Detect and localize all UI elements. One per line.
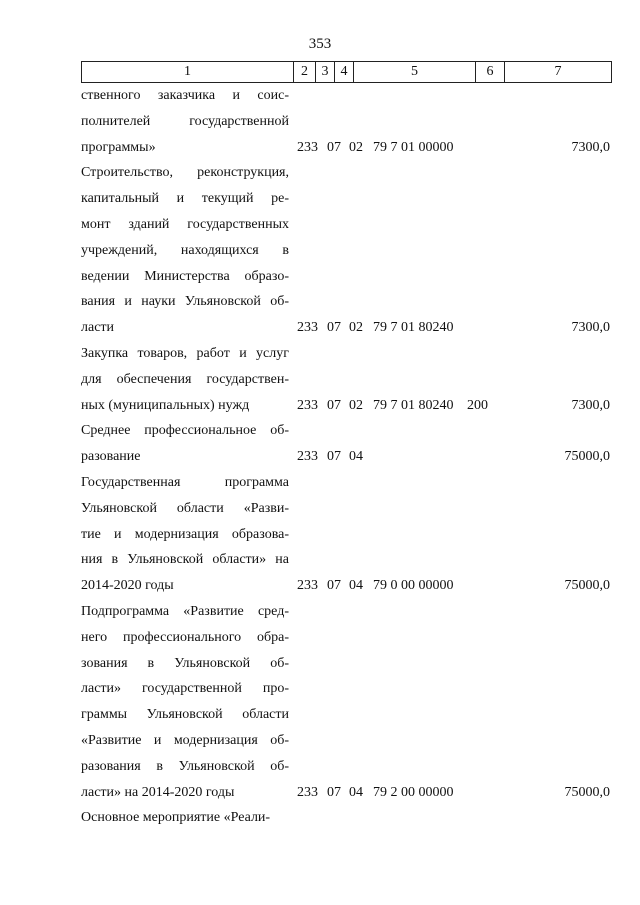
row-codes xyxy=(0,444,640,470)
table-row xyxy=(0,418,640,470)
admin-code: 233 xyxy=(297,784,318,800)
target-article-code: 79 0 00 00000 xyxy=(373,578,454,594)
description-line: «Развитие и модернизация об- xyxy=(81,732,289,748)
header-col-5: 5 xyxy=(354,62,476,82)
page-number: 353 xyxy=(308,36,332,52)
description-line: Подпрограмма «Развитие сред- xyxy=(81,603,289,619)
amount: 75000,0 xyxy=(564,578,610,594)
description-line: Основное мероприятие «Реали- xyxy=(81,810,271,826)
description-line: для обеспечения государствен- xyxy=(81,371,289,387)
section-code: 07 xyxy=(327,578,341,594)
description-line: ных (муниципальных) нужд xyxy=(81,397,250,413)
description-line: ласти» на 2014-2020 годы xyxy=(81,784,235,800)
table-header xyxy=(81,61,612,83)
section-code: 07 xyxy=(327,320,341,336)
admin-code: 233 xyxy=(297,397,318,413)
amount: 7300,0 xyxy=(571,397,610,413)
description-line: граммы Ульяновской области xyxy=(81,707,289,723)
admin-code: 233 xyxy=(297,139,318,155)
description-line: Ульяновской области «Разви- xyxy=(81,500,289,516)
subsection-code: 02 xyxy=(349,397,363,413)
target-article-code: 79 2 00 00000 xyxy=(373,784,454,800)
description-line: программы» xyxy=(81,139,156,155)
description-line: Среднее профессиональное об- xyxy=(81,423,289,439)
expense-type-code: 200 xyxy=(467,397,488,413)
row-codes xyxy=(0,315,640,341)
amount: 7300,0 xyxy=(571,139,610,155)
subsection-code: 04 xyxy=(349,784,363,800)
target-article-code: 79 7 01 00000 xyxy=(373,139,454,155)
row-codes xyxy=(0,805,640,831)
admin-code: 233 xyxy=(297,449,318,465)
row-description xyxy=(81,599,289,805)
subsection-code: 02 xyxy=(349,139,363,155)
description-line: капитальный и текущий ре- xyxy=(81,191,289,207)
amount: 7300,0 xyxy=(571,320,610,336)
row-codes xyxy=(0,135,640,161)
header-col-6: 6 xyxy=(476,62,505,82)
description-line: зования в Ульяновской об- xyxy=(81,655,289,671)
description-line: Государственная программа xyxy=(81,474,289,490)
row-description xyxy=(81,160,289,341)
description-line: ведении Министерства образо- xyxy=(81,268,289,284)
table-row xyxy=(0,83,640,160)
description-line: Строительство, реконструкция, xyxy=(81,165,289,181)
description-line: разование xyxy=(81,449,141,465)
section-code: 07 xyxy=(327,139,341,155)
subsection-code: 04 xyxy=(349,578,363,594)
section-code: 07 xyxy=(327,397,341,413)
header-col-4: 4 xyxy=(335,62,354,82)
header-col-2: 2 xyxy=(294,62,316,82)
row-codes xyxy=(0,573,640,599)
description-line: ласти» государственной про- xyxy=(81,681,289,697)
description-line: ственного заказчика и соис- xyxy=(81,88,289,103)
description-line: ласти xyxy=(81,320,115,336)
table-row xyxy=(0,805,640,831)
admin-code: 233 xyxy=(297,320,318,336)
table-row xyxy=(0,599,640,805)
description-line: него профессионального обра- xyxy=(81,629,289,645)
row-codes xyxy=(0,393,640,419)
description-line: монт зданий государственных xyxy=(81,216,289,232)
subsection-code: 04 xyxy=(349,449,363,465)
description-line: учреждений, находящихся в xyxy=(81,242,289,258)
header-col-1: 1 xyxy=(82,62,294,82)
table-row xyxy=(0,470,640,599)
target-article-code: 79 7 01 80240 xyxy=(373,320,454,336)
amount: 75000,0 xyxy=(564,449,610,465)
description-line: полнителей государственной xyxy=(81,113,289,129)
description-line: вания и науки Ульяновской об- xyxy=(81,294,289,310)
description-line: 2014-2020 годы xyxy=(81,578,174,594)
header-col-3: 3 xyxy=(316,62,335,82)
description-line: Закупка товаров, работ и услуг xyxy=(81,345,289,361)
subsection-code: 02 xyxy=(349,320,363,336)
description-line: тие и модернизация образова- xyxy=(81,526,289,542)
target-article-code: 79 7 01 80240 xyxy=(373,397,454,413)
admin-code: 233 xyxy=(297,578,318,594)
amount: 75000,0 xyxy=(564,784,610,800)
table-row xyxy=(0,341,640,418)
table-body xyxy=(0,83,640,831)
header-col-7: 7 xyxy=(554,64,562,79)
section-code: 07 xyxy=(327,784,341,800)
table-row xyxy=(0,160,640,341)
description-line: ния в Ульяновской области» на xyxy=(81,552,289,568)
row-codes xyxy=(0,780,640,806)
description-line: разования в Ульяновской об- xyxy=(81,758,289,774)
section-code: 07 xyxy=(327,449,341,465)
